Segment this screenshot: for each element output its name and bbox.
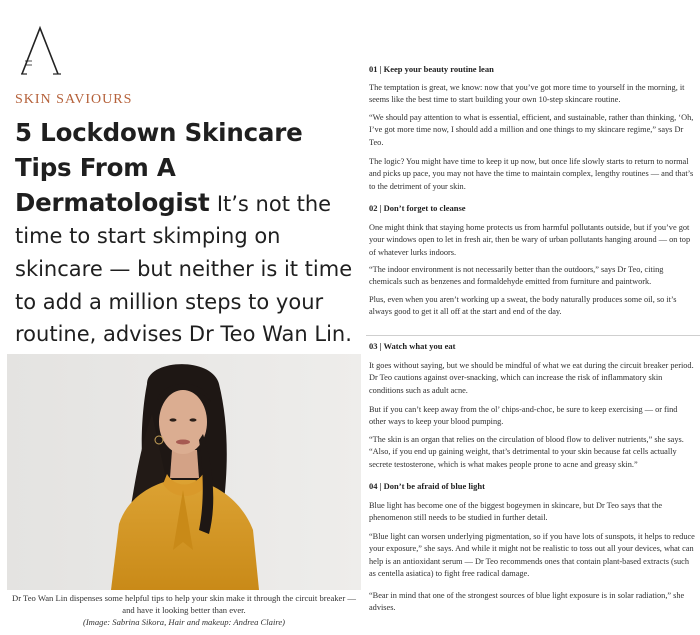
section-04-paragraph-2: “Blue light can worsen underlying pigmentation, so if you have lots of sunspots, it helps to reduce your exposure,” she says. And while it might not be realistic to toss out all your devices, what can help is an antioxidant serum — Dr Teo recommends ones that contain plant-based extracts (such as centella asiatica) to fight free radical damage. [369, 532, 695, 579]
section-01-paragraph-2: “We should pay attention to what is essential, efficient, and sustainable, rather than thinking, ‘Oh, I’ve got more time now, I should add a million and one things to my skincare regime,” says Dr Teo. [369, 113, 694, 147]
section-04-paragraph-3: “Bear in mind that one of the strongest sources of blue light exposure is in solar radiation,” she advises. [369, 591, 685, 613]
section-02-paragraph-3: Plus, even when you aren’t working up a sweat, the body naturally produces some oil, so it’s always good to get it all off at the start and end of the day. [369, 295, 677, 317]
section-02-paragraph-1: One might think that staying home protects us from harmful pollutants outside, but if you’ve got your windows open to let in fresh air, then be wary of urban pollutants hanging around — on top of whatever lurks indoors. [369, 223, 691, 257]
section-01-paragraph-1: The temptation is great, we know: now that you’ve got more time to yourself in the morning, it seems like the best time to start building your own 10-step skincare routine. [369, 83, 685, 105]
caption-credit: (Image: Sabrina Sikora, Hair and makeup: Andrea Claire) [82, 616, 286, 627]
section-divider [366, 335, 700, 336]
section-04-paragraph-1: Blue light has become one of the biggest bogeymen in skincare, but Dr Teo says that the phenomenon still needs to be studied in further detail. [369, 501, 663, 523]
section-02-paragraph-2: “The indoor environment is not necessarily better than the outdoors,” says Dr Teo, citing chemicals such as benzenes and formaldehyde emitted from furniture and paintwork. [369, 265, 664, 287]
article-headline [15, 116, 355, 351]
caption-text: Dr Teo Wan Lin dispenses some helpful tips to help your skin make it through the circuit breaker — and have it looking better than ever. [12, 593, 356, 615]
section-03-heading: 03 | Watch what you eat [369, 341, 456, 351]
section-01-paragraph-3: The logic? You might have time to keep it up now, but once life slowly starts to return to normal and picks up pace, you may not have the time to maintain complex, lengthy routines — and that’s to the detriment of your skin. [369, 157, 694, 191]
section-04-heading: 04 | Don’t be afraid of blue light [369, 481, 485, 491]
section-03-paragraph-3: “The skin is an organ that relies on the circulation of blood flow to deliver nutrients,” she says. “Also, if you end up gaining weight, that’s detrimental to your skin because fat cells actually secrete testosterone, which is what makes people prone to acne and greasy skin.” [369, 435, 684, 469]
section-03-paragraph-1: It goes without saying, but we should be mindful of what we eat during the circuit breaker period. Dr Teo cautions against over-snacking, which can increase the risk of inflammatory skin conditions such as adult acne. [369, 361, 694, 395]
article-dek: It’s not the time to start skimping on skincare — but neither is it time to add a million steps to your routine, advises Dr Teo Wan Lin. [15, 191, 353, 347]
dr-teo-portrait-image [7, 354, 361, 590]
section-01-heading: 01 | Keep your beauty routine lean [369, 64, 494, 74]
article-title: 5 Lockdown Skincare Tips From A Dermatologist [15, 118, 303, 217]
photo-caption [10, 593, 358, 629]
a-logo-icon [18, 24, 62, 76]
right-column [366, 0, 700, 635]
section-kicker[interactable]: SKIN SAVIOURS [15, 92, 133, 107]
section-02-heading: 02 | Don’t forget to cleanse [369, 203, 466, 213]
section-03-paragraph-2: But if you can’t keep away from the ol’ chips-and-choc, be sure to keep exercising — or find other ways to keep your blood pumping. [369, 405, 678, 427]
